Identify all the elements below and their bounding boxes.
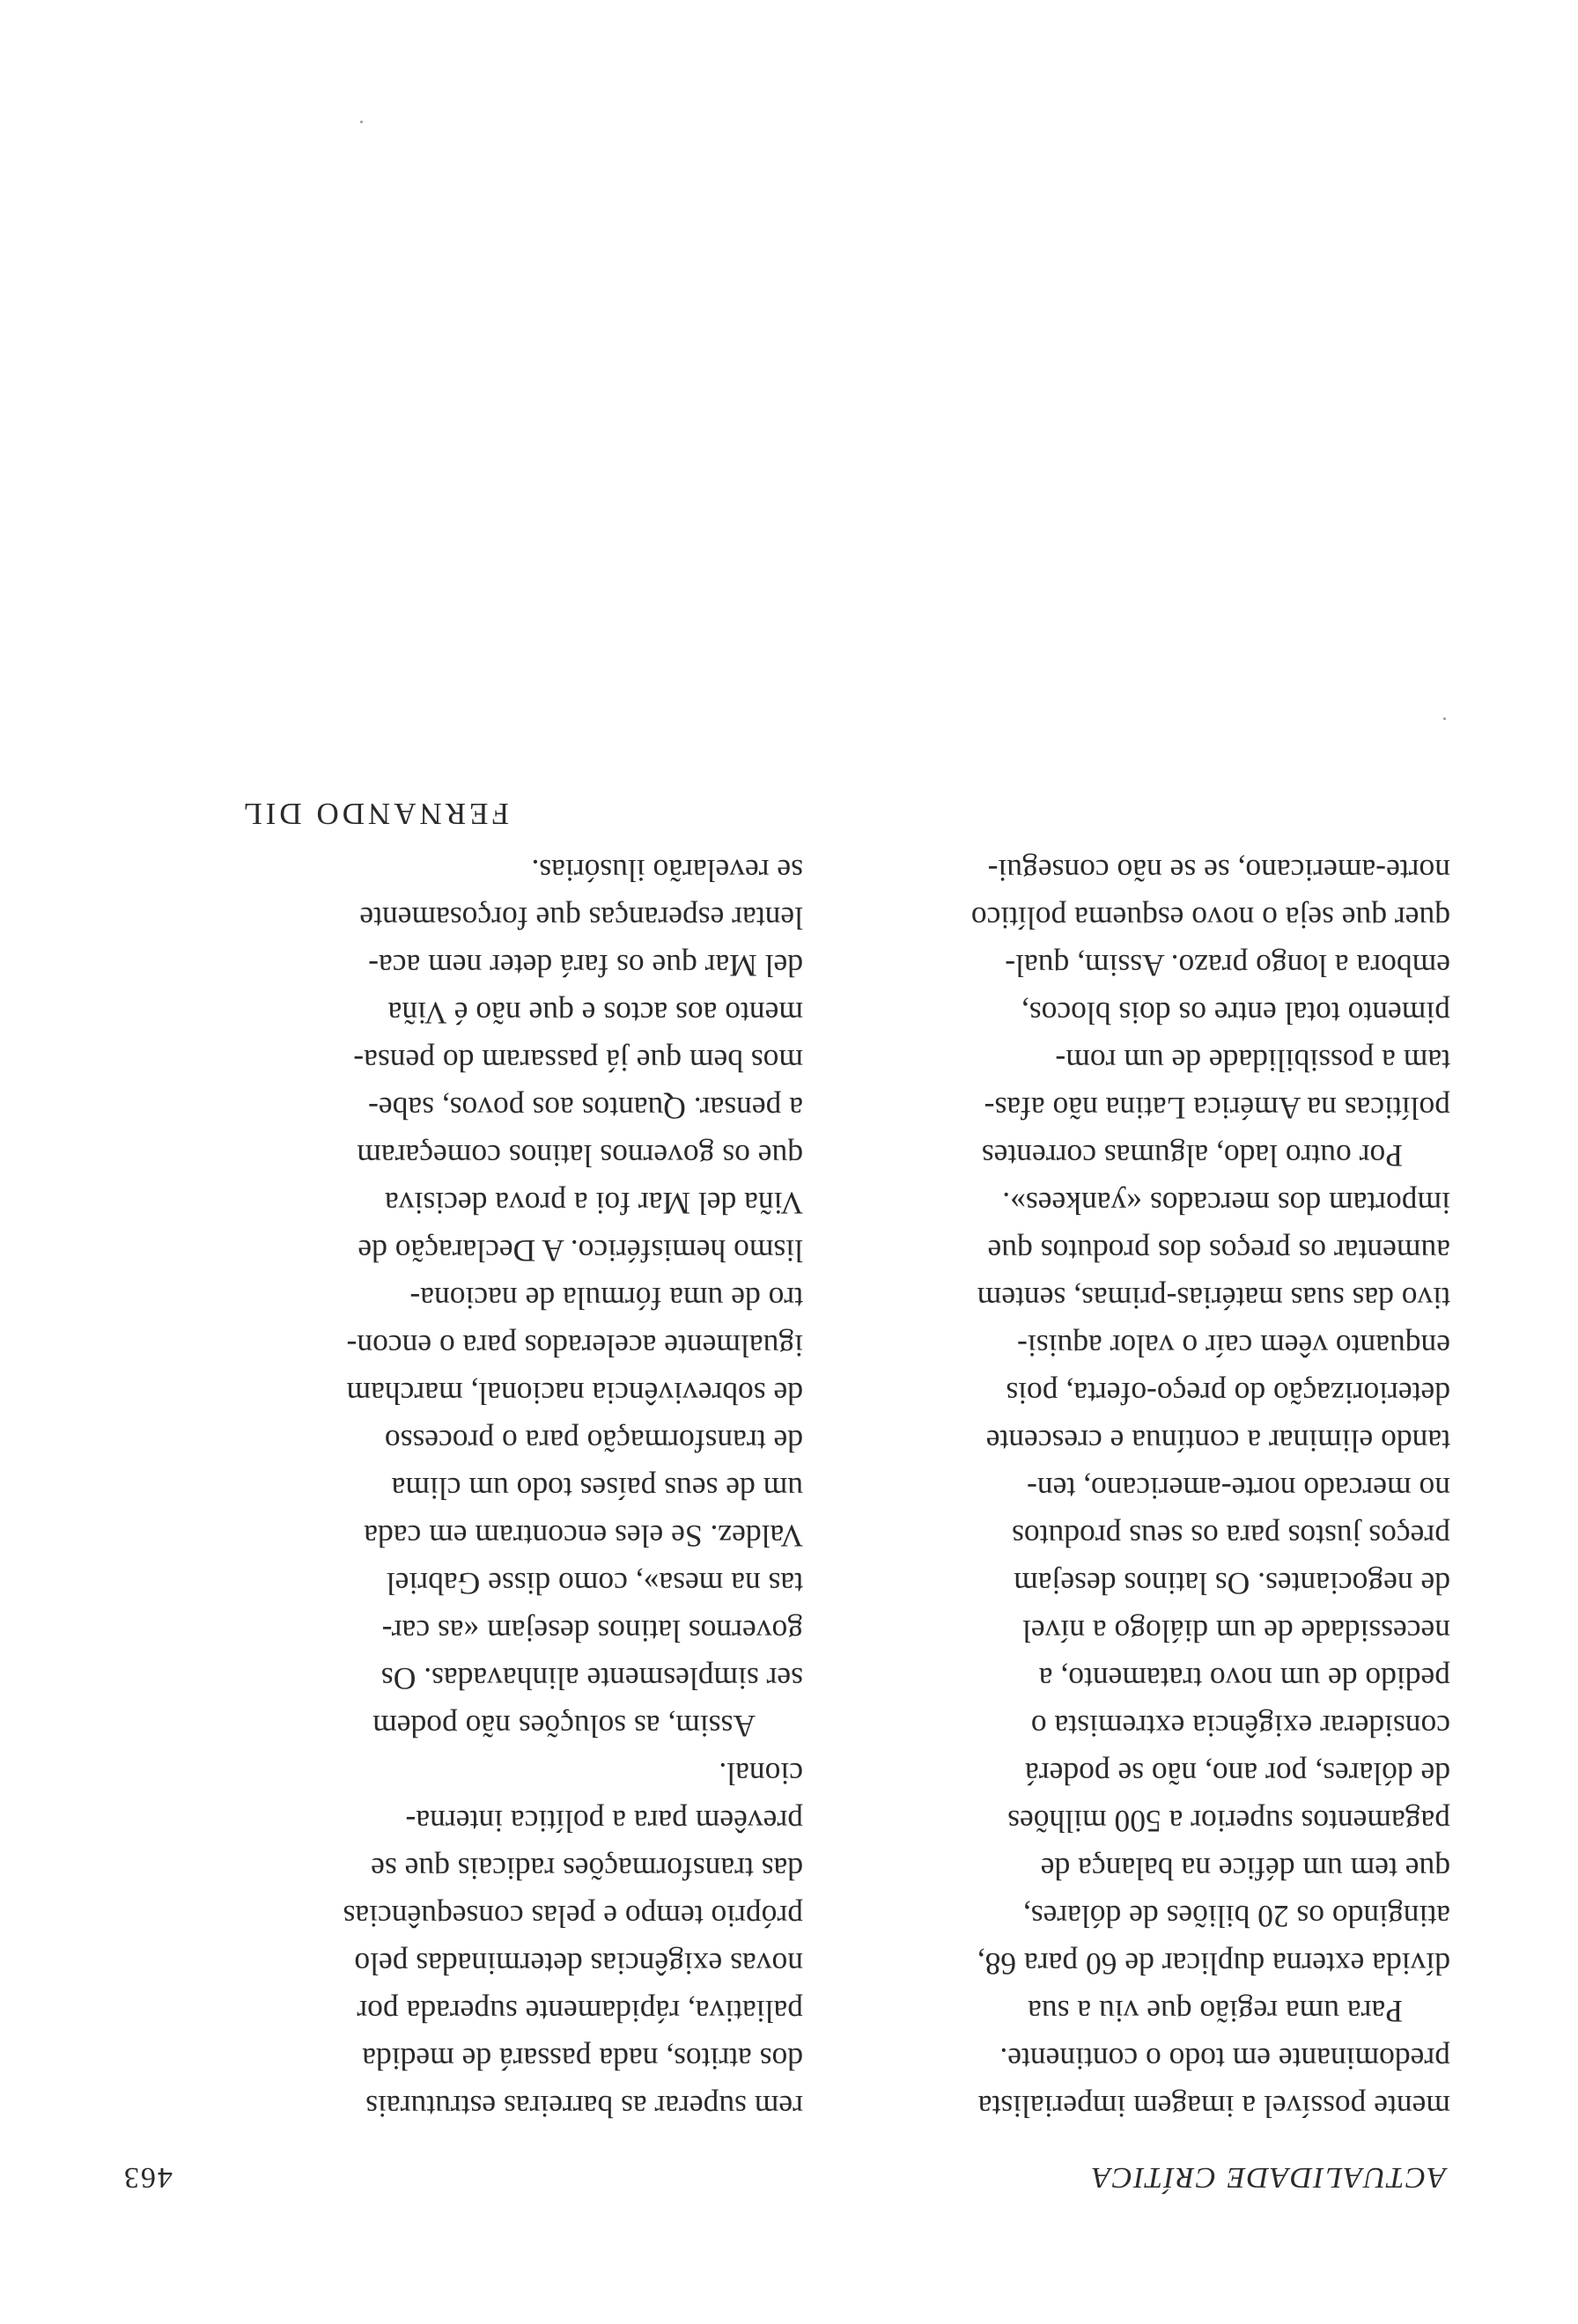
scan-speck: [360, 121, 363, 123]
paragraph: mente possível a imagem imperialista predominante em todo o continente.: [977, 2041, 1450, 2124]
page-number: 463: [122, 2161, 173, 2194]
paragraph: Assim, as soluções não podem ser simplesmente alinhavadas. Os governos latinos desejam «as car- tas na mesa», como disse Gabriel Valdez. Se eles encontram em cada um de seus países todo um clima de transformação para o processo de sobrevivência nacional, marcham igualmente acelerados para o encon- tro de uma fórmula de naciona- lismo hemisférico. A Declaração de Viña del Mar foi a prova decisiva que os governos latinos começaram a pensar. Quantos aos povos, sabe- mos bem que já passaram do pensa- mento aos actos e que não é Viña del Mar que os fará deter nem aca- lentar esperanças que forçosamente se revelarão ilusórias.: [346, 853, 803, 1744]
paragraph: Por outro lado, algumas correntes políticas na América Latina não afas- tam a possibilidade de um rom- pimento total entre os dois blocos, embora a longo prazo. Assim, qual- quer que seja o novo esquema político norte-americano, se se não consegui-: [970, 853, 1450, 1173]
paragraph: rem superar as barreiras estruturais dos atritos, nada passará de medida paliativa, rápidamente superada por novas exigências determinadas pelo próprio tempo e pelas consequências das transformações radicais que se prevêem para a política interna- cional.: [343, 1756, 803, 2124]
running-title: ACTUALIDADE CRÍTICA: [1090, 2161, 1446, 2194]
right-column: [171, 847, 803, 2130]
scan-speck: [1443, 717, 1446, 720]
left-column: [818, 847, 1450, 2130]
author-signature: FERNANDO DIL: [240, 797, 509, 831]
paragraph: Para uma região que viu a sua dívida externa duplicar de 60 para 68, atingindo os 20 biliões de dólares, que tem um défice na balança de pagamentos superior a 500 milhões de dólares, por ano, não se poderá considerar exigência extremista o pedido de um novo tratamento, a necessidade de um diálogo a nível de negociantes. Os latinos desejam preços justos para os seus produtos no mercado norte-americano, ten- tando eliminar a contínua e crescente deteriorização do preço-oferta, pois enquanto vêem caír o valor aquisi- tivo das suas matérias-primas, sentem aumentar os preços dos produtos que importam dos mercados «yankees».: [977, 1186, 1450, 2029]
